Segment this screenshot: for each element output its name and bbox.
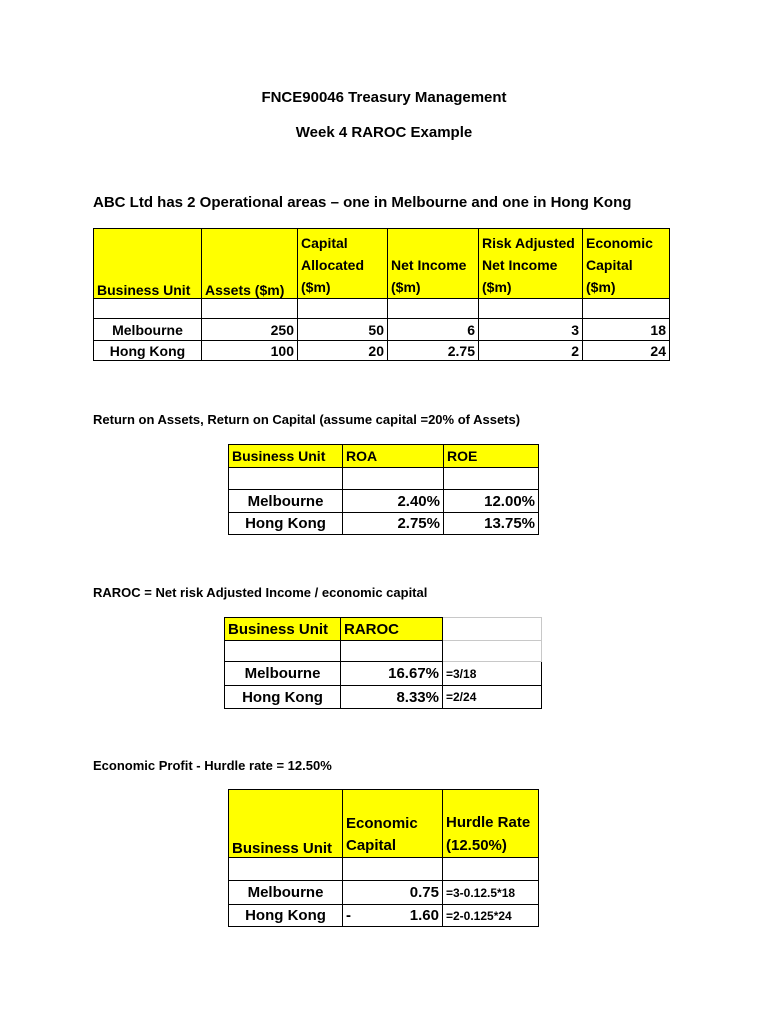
row-label: Melbourne [229,490,343,513]
cell-raroc: 16.67% [341,662,443,686]
raroc-note: RAROC = Net risk Adjusted Income / economic capital [93,585,428,600]
header-net-income: Net Income ($m) [388,229,479,299]
cell-capital: 20 [298,341,388,361]
header-assets: Assets ($m) [202,229,298,299]
cell-economic-capital: 18 [583,319,670,341]
cell-formula: =3/18 [443,662,542,686]
table-row [225,662,542,686]
cell-economic-profit [343,881,443,905]
economic-profit-note: Economic Profit - Hurdle rate = 12.50% [93,758,332,773]
cell-assets: 100 [202,341,298,361]
document-title: FNCE90046 Treasury Management [261,89,507,106]
row-label: Melbourne [94,319,202,341]
cell-value: 0.75 [409,884,439,901]
cell-economic-profit [343,905,443,927]
table-row [229,490,539,513]
cell-net-income: 6 [388,319,479,341]
header-business-unit: Business Unit [229,445,343,468]
table-row [94,341,670,361]
cell-roe: 13.75% [444,513,539,535]
cell-net-income: 2.75 [388,341,479,361]
table-spacer-row [229,858,539,881]
cell-economic-capital: 24 [583,341,670,361]
table-spacer-row [225,641,542,662]
header-business-unit: Business Unit [229,790,343,858]
table-row [94,319,670,341]
table-row [229,513,539,535]
header-roa: ROA [343,445,444,468]
cell-value: 1.60 [409,907,439,924]
cell-formula: =2/24 [443,686,542,709]
header-raroc: RAROC [341,618,443,641]
header-risk-adjusted-net-income: Risk Adjusted Net Income ($m) [479,229,583,299]
header-business-unit: Business Unit [94,229,202,299]
cell-roa: 2.75% [343,513,444,535]
table-row [229,905,539,927]
table-header-row [94,229,670,299]
cell-risk-adjusted: 3 [479,319,583,341]
row-label: Hong Kong [94,341,202,361]
table-header-row [229,790,539,858]
table-row [229,881,539,905]
cell-formula: =2-0.125*24 [443,905,539,927]
header-hurdle-rate: Hurdle Rate (12.50%) [443,790,539,858]
table-row [225,686,542,709]
intro-text: ABC Ltd has 2 Operational areas – one in Melbourne and one in Hong Kong [93,194,632,211]
cell-risk-adjusted: 2 [479,341,583,361]
header-roe: ROE [444,445,539,468]
header-business-unit: Business Unit [225,618,341,641]
row-label: Hong Kong [229,513,343,535]
table-header-row [229,445,539,468]
cell-assets: 250 [202,319,298,341]
row-label: Hong Kong [229,905,343,927]
document-subtitle: Week 4 RAROC Example [295,124,473,141]
table-spacer-row [94,299,670,319]
header-capital-allocated: Capital Allocated ($m) [298,229,388,299]
roa-roe-table [228,444,539,535]
cell-roe: 12.00% [444,490,539,513]
business-unit-table [93,228,670,361]
negative-sign: - [346,907,351,924]
row-label: Hong Kong [225,686,341,709]
row-label: Melbourne [229,881,343,905]
economic-profit-table [228,789,539,927]
header-economic-capital: Economic Capital ($m) [583,229,670,299]
cell-roa: 2.40% [343,490,444,513]
cell-raroc: 8.33% [341,686,443,709]
row-label: Melbourne [225,662,341,686]
roa-roe-note: Return on Assets, Return on Capital (assume capital =20% of Assets) [93,412,521,427]
table-header-row [225,618,542,641]
header-economic-capital: Economic Capital [343,790,443,858]
raroc-table [224,617,542,709]
cell-formula: =3-0.12.5*18 [443,881,539,905]
cell-capital: 50 [298,319,388,341]
table-spacer-row [229,468,539,490]
